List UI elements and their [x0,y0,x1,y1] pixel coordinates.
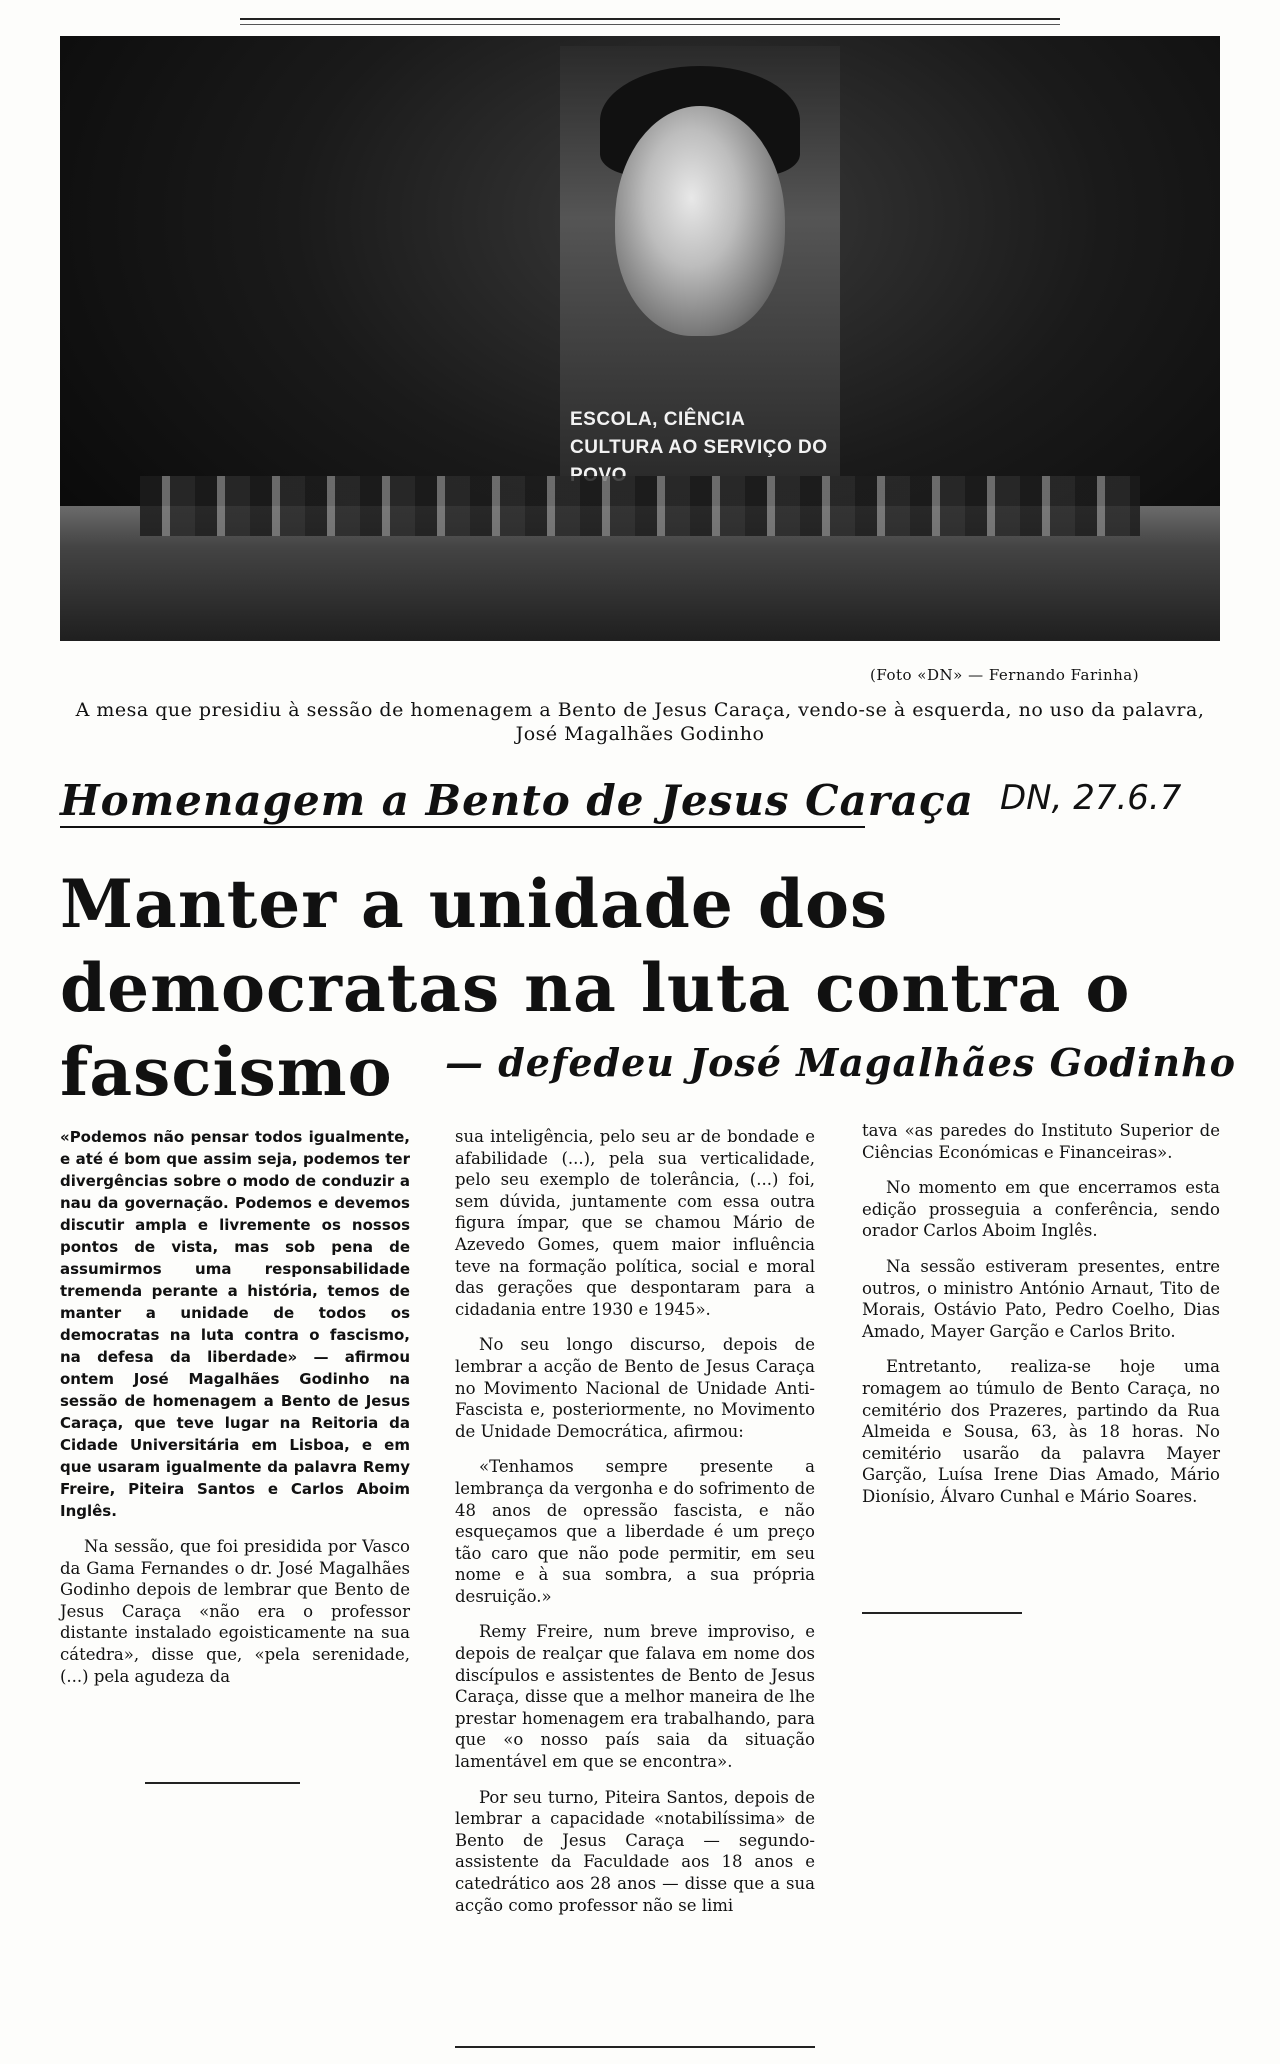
article-paragraph: No seu longo discurso, depois de lembrar a acção de Bento de Jesus Caraça no Movimento Nacional de Unidade Anti-Fascista e, posteriormente, no Movimento de Unidade Democrática, afirmou: [455,1335,815,1441]
kicker-underline [60,826,865,828]
photo-caption: A mesa que presidiu à sessão de homenagem a Bento de Jesus Caraça, vendo-se à esquerda, no uso da palavra, José Magalhães Godinho [75,699,1205,745]
column-end-rule [455,2046,815,2048]
article-paragraph: sua inteligência, pelo seu ar de bondade e afabilidade (...), pela sua verticalidade, pelo seu exemplo de tolerância, (...) foi, sem dúvida, juntamente com essa outra figura ímpar, que se chamou Mário de Azevedo Gomes, quem maior influência teve na formação política, social e moral das gerações que despontaram para a cidadania entre 1930 e 1945». [455,1127,815,1319]
top-rule [240,18,1060,20]
article-column-2 [455,1126,815,1930]
article-lead: «Podemos não pensar todos igualmente, e até é bom que assim seja, podemos ter divergências sobre o modo de conduzir a nau da governação. Podemos e devemos discutir ampla e livremente os nossos pontos de vista, mas sob pena de assumirmos uma responsabilidade tremenda perante a história, temos de manter a unidade de todos os democratas na luta contra o fascismo, na defesa da liberdade» — afirmou ontem José Magalhães Godinho na sessão de homenagem a Bento de Jesus Caraça, que teve lugar na Reitoria da Cidade Universitária em Lisboa, e em que usaram igualmente da palavra Remy Freire, Piteira Santos e Carlos Aboim Inglês. [60,1128,410,1520]
photo-banner [560,46,840,476]
article-headline: Manter a unidade dos democratas na luta contra o fascismo [60,865,1131,1111]
column-end-rule [145,1782,300,1784]
article-column-1 [60,1126,410,1701]
article-byline: — defedeu José Magalhães Godinho [445,1040,1236,1085]
banner-line-2: CULTURA AO SERVIÇO DO [570,437,828,458]
article-paragraph: «Tenhamos sempre presente a lembrança da vergonha e do sofrimento de 48 anos de opressão fascista, e não esqueçamos que a liberdade é um preço tão caro que não pode permitir, em seu nome e à sua sombra, a sua própria desruição.» [455,1457,815,1606]
handwritten-note: DN, 27.6.7 [1000,778,1182,818]
news-photo [60,36,1220,641]
photo-audience [140,476,1140,536]
article-paragraph: Na sessão estiveram presentes, entre outros, o ministro António Arnaut, Tito de Morais, Ostávio Pato, Pedro Coelho, Dias Amado, Mayer Garção e Carlos Brito. [862,1256,1220,1341]
column-end-rule [862,1612,1022,1614]
article-paragraph: Por seu turno, Piteira Santos, depois de lembrar a capacidade «notabilíssima» de Bento de Jesus Caraça — segundo-assistente da Faculdade aos 18 anos e catedrático aos 28 anos — disse que a sua acção como professor não se limi [455,1787,815,1915]
article-paragraph: No momento em que encerramos esta edição prosseguia a conferência, sendo orador Carlos Aboim Inglês. [862,1178,1220,1241]
article-paragraph: tava «as paredes do Instituto Superior de Ciências Económicas e Financeiras». [862,1121,1220,1162]
photo-credit: (Foto «DN» — Fernando Farinha) [870,666,1140,684]
article-kicker: Homenagem a Bento de Jesus Caraça [60,776,974,825]
top-rule-thin [240,24,1060,25]
article-paragraph: Remy Freire, num breve improviso, e depois de realçar que falava em nome dos discípulos e assistentes de Bento de Jesus Caraça, disse que a melhor maneira de lhe prestar homenagem era trabalhando, para que «o nosso país saia da situação lamentável em que se encontra». [455,1622,815,1772]
portrait-face [615,106,785,336]
article-paragraph: Entretanto, realiza-se hoje uma romagem ao túmulo de Bento Caraça, no cemitério dos Prazeres, partindo da Rua Almeida e Sousa, 63, às 18 horas. No cemitério usarão da palavra Mayer Garção, Luísa Irene Dias Amado, Mário Dionísio, Álvaro Cunhal e Mário Soares. [862,1357,1220,1506]
banner-line-1: ESCOLA, CIÊNCIA [570,409,746,430]
article-column-3 [862,1120,1220,1522]
article-paragraph: Na sessão, que foi presidida por Vasco da Gama Fernandes o dr. José Magalhães Godinho depois de lembrar que Bento de Jesus Caraça «não era o professor distante instalado egoisticamente na sua cátedra», disse que, «pela serenidade, (...) pela agudeza da [60,1537,410,1686]
